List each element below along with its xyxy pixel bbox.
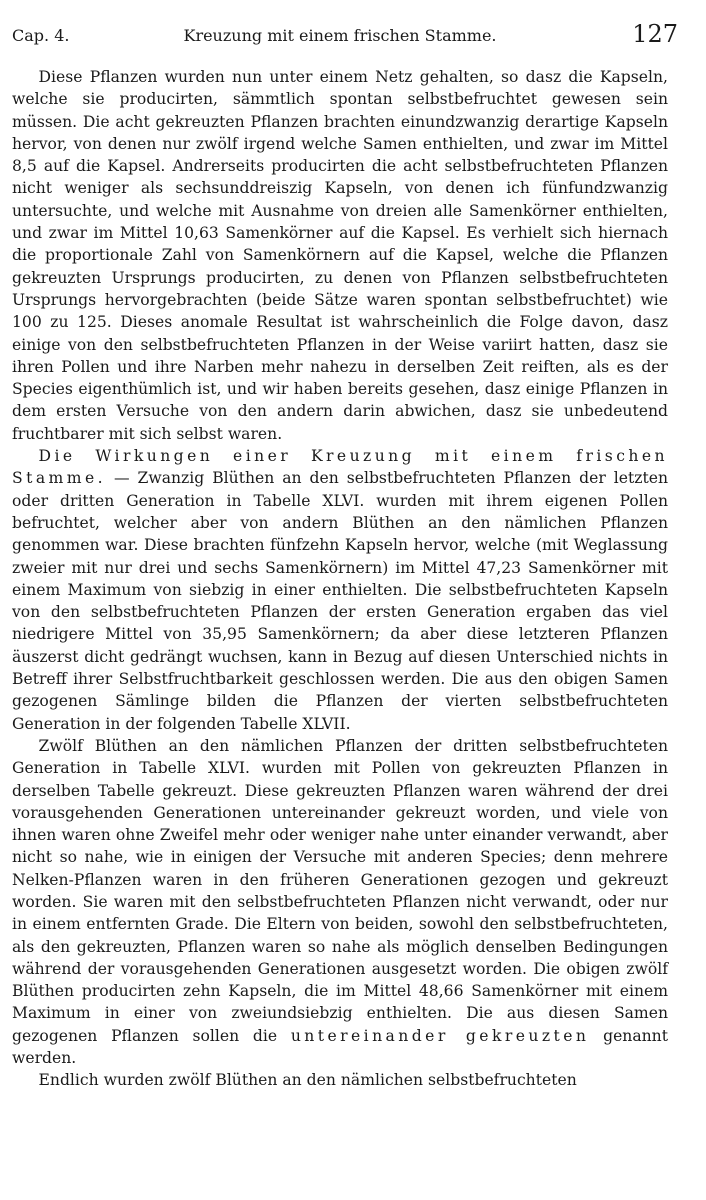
paragraph-3	[12, 735, 668, 1069]
paragraph-4	[12, 1069, 668, 1091]
section-heading-spaced: Die Wirkungen einer Kreuzung mit einem frischen Stamme.	[12, 447, 668, 488]
paragraph-1	[12, 66, 668, 445]
paragraph-2-text: — Zwanzig Blüthen an den selbstbefruchteten Pflanzen der letzten oder dritten Generation in Tabelle XLVI. wurden mit ihrem eigenen Pollen befruchtet, welcher aber von andern Blüthen an den nämlichen Pflanzen genommen war. Diese brachten fünfzehn Kapseln hervor, welche (mit Weglassung zweier mit nur drei und sechs Samenkörnern) im Mittel 47,23 Samenkörner mit einem Maximum von siebzig in einer enthielten. Die selbstbefruchteten Kapseln von den selbstbefruchteten Pflanzen der ersten Generation ergaben das viel niedrigere Mittel von 35,95 Samenkörnern; da aber diese letzteren Pflanzen äuszerst dicht gedrängt wuchsen, kann in Bezug auf diesen Unterschied nichts in Betreff ihrer Selbstfruchtbarkeit geschlossen werden. Die aus den obigen Samen gezogenen Sämlinge bilden die Pflanzen der vierten selbstbefruchteten Generation in der folgenden Tabelle XLVII.	[12, 469, 668, 733]
emphasis-spaced: untereinander gekreuzten	[290, 1026, 590, 1045]
paragraph-3-tail: genannt werden.	[12, 1026, 668, 1068]
page-number: 127	[632, 20, 678, 48]
running-title: Kreuzung mit einem frischen Stamme.	[183, 26, 497, 45]
paragraph-1-text: Diese Pflanzen wurden nun unter einem Netz gehalten, so dasz die Kapseln, welche sie producirten, sämmtlich spontan selbstbefruchtet gewesen sein müssen. Die acht gekreuzten Pflanzen brachten einundzwanzig derartige Kapseln hervor, von denen nur zwölf irgend welche Samen enthielten, und zwar im Mittel 8,5 auf die Kapsel. Andrerseits producirten die acht selbstbefruchteten Pflanzen nicht weniger als sechsunddreiszig Kapseln, von denen ich fünfundzwanzig untersuchte, und welche mit Ausnahme von dreien alle Samenkörner enthielten, und zwar im Mittel 10,63 Samenkörner auf die Kapsel. Es verhielt sich hiernach die proportionale Zahl von Samenkörnern auf die Kapsel, welche die Pflanzen gekreuzten Ursprungs producirten, zu denen von Pflanzen selbstbefruchteten Ursprungs hervorgebrachten (beide Sätze waren spontan selbstbefruchtet) wie 100 zu 125. Dieses anomale Resultat ist wahrscheinlich die Folge davon, dasz einige von den selbstbefruchteten Pflanzen in der Weise variirt hatten, dasz sie ihren Pollen und ihre Narben mehr nahezu in derselben Zeit reiften, als es der Species eigenthümlich ist, und wir haben bereits gesehen, dasz einige Pflanzen in dem ersten Versuche von den andern darin abwichen, dasz sie unbedeutend fruchtbarer mit sich selbst waren.	[12, 68, 668, 443]
paragraph-2	[12, 445, 668, 735]
running-header	[12, 20, 678, 56]
chapter-label: Cap. 4.	[12, 26, 70, 45]
body-text	[12, 66, 668, 1092]
paragraph-4-text: Endlich wurden zwölf Blüthen an den nämlichen selbstbefruchteten	[38, 1071, 577, 1090]
paragraph-3-text: Zwölf Blüthen an den nämlichen Pflanzen der dritten selbstbefruchteten Generation in Tabelle XLVI. wurden mit Pollen von gekreuzten Pflanzen in derselben Tabelle gekreuzt. Diese gekreuzten Pflanzen waren während der drei vorausgehenden Generationen untereinander gekreuzt worden, und viele von ihnen waren ohne Zweifel mehr oder weniger nahe unter einander verwandt, aber nicht so nahe, wie in einigen der Versuche mit anderen Species; denn mehrere Nelken-Pflanzen waren in den früheren Generationen gezogen und gekreuzt worden. Sie waren mit den selbstbefruchteten Pflanzen nicht verwandt, oder nur in einem entfernten Grade. Die Eltern von beiden, sowohl den selbstbefruchteten, als den gekreuzten, Pflanzen waren so nahe als möglich denselben Bedingungen während der vorausgehenden Generationen ausgesetzt worden. Die obigen zwölf Blüthen producirten zehn Kapseln, die im Mittel 48,66 Samenkörner mit einem Maximum in einer von zweiundsiebzig enthielten. Die aus diesen Samen gezogenen Pflanzen sollen die	[12, 736, 668, 1045]
